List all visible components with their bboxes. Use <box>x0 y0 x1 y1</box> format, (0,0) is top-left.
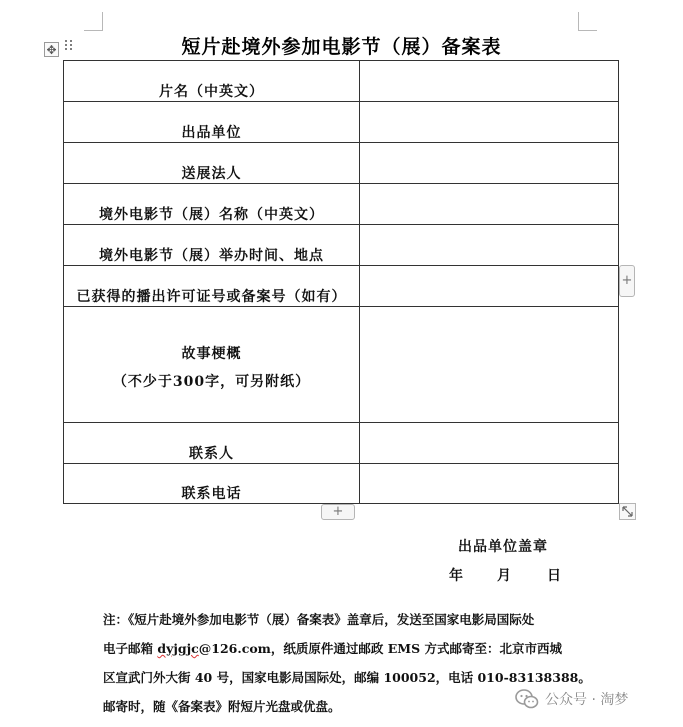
watermark-text: 公众号 · 淘梦 <box>545 692 629 708</box>
wechat-logo-icon <box>515 688 539 710</box>
wechat-watermark <box>515 687 628 711</box>
table-row <box>64 184 619 225</box>
document-title: 短片赴境外参加电影节（展）备案表 <box>181 36 502 58</box>
row-value-film-title[interactable] <box>360 61 619 102</box>
table-row <box>64 225 619 266</box>
row-label-film-title: 片名（中英文） <box>64 61 360 102</box>
table-row <box>64 102 619 143</box>
row-value-synopsis[interactable] <box>360 307 619 423</box>
row-label-producer: 出品单位 <box>64 102 360 143</box>
row-value-contact-phone[interactable] <box>360 464 619 504</box>
row-value-festival-name[interactable] <box>360 184 619 225</box>
table-row <box>64 423 619 464</box>
note-line-2-prefix: 电子邮箱 <box>103 641 158 656</box>
row-label-festival-name: 境外电影节（展）名称（中英文） <box>64 184 360 225</box>
row-value-license-number[interactable] <box>360 266 619 307</box>
date-year-label: 年 <box>449 568 463 584</box>
producer-seal-label: 出品单位盖章 <box>458 539 548 555</box>
date-line <box>449 565 569 585</box>
note-line-2 <box>103 634 603 663</box>
table-row <box>64 307 619 423</box>
table-row <box>64 143 619 184</box>
note-email-user: dyjgjc <box>157 641 199 656</box>
row-label-legal-rep: 送展法人 <box>64 143 360 184</box>
add-row-button[interactable]: + <box>321 504 355 520</box>
row-label-contact-person: 联系人 <box>64 423 360 464</box>
date-month-label: 月 <box>497 568 511 584</box>
table-row <box>64 464 619 504</box>
crop-mark-top-left <box>84 12 103 31</box>
note-line-1: 注：《短片赴境外参加电影节（展）备案表》盖章后，发送至国家电影局国际处 <box>103 612 535 627</box>
row-label-license-number: 已获得的播出许可证号或备案号（如有） <box>64 266 360 307</box>
date-day-label: 日 <box>547 568 561 584</box>
row-value-contact-person[interactable] <box>360 423 619 464</box>
row-label-festival-time-place: 境外电影节（展）举办时间、地点 <box>64 225 360 266</box>
row-value-festival-time-place[interactable] <box>360 225 619 266</box>
row-value-legal-rep[interactable] <box>360 143 619 184</box>
note-line-4: 邮寄时，随《备案表》附短片光盘或优盘。 <box>103 699 341 714</box>
synopsis-label-line1: 故事梗概 <box>181 345 242 362</box>
synopsis-label-line2: （不少于300字，可另附纸） <box>112 373 311 390</box>
note-line-3: 区宣武门外大街 40 号，国家电影局国际处，邮编 100052，电话 010-83138388。 <box>103 670 591 685</box>
note-line-2-suffix: @126.com，纸质原件通过邮政 EMS 方式邮寄至：北京市西城 <box>198 641 562 656</box>
table-move-icon[interactable]: ✥ <box>44 42 59 57</box>
add-column-button[interactable]: + <box>619 265 635 297</box>
crop-mark-top-right <box>578 12 597 31</box>
filing-form-table <box>63 60 619 504</box>
table-row <box>64 266 619 307</box>
row-value-producer[interactable] <box>360 102 619 143</box>
table-row <box>64 61 619 102</box>
row-label-synopsis <box>64 307 360 423</box>
resize-icon[interactable] <box>619 503 636 520</box>
row-label-contact-phone: 联系电话 <box>64 464 360 504</box>
